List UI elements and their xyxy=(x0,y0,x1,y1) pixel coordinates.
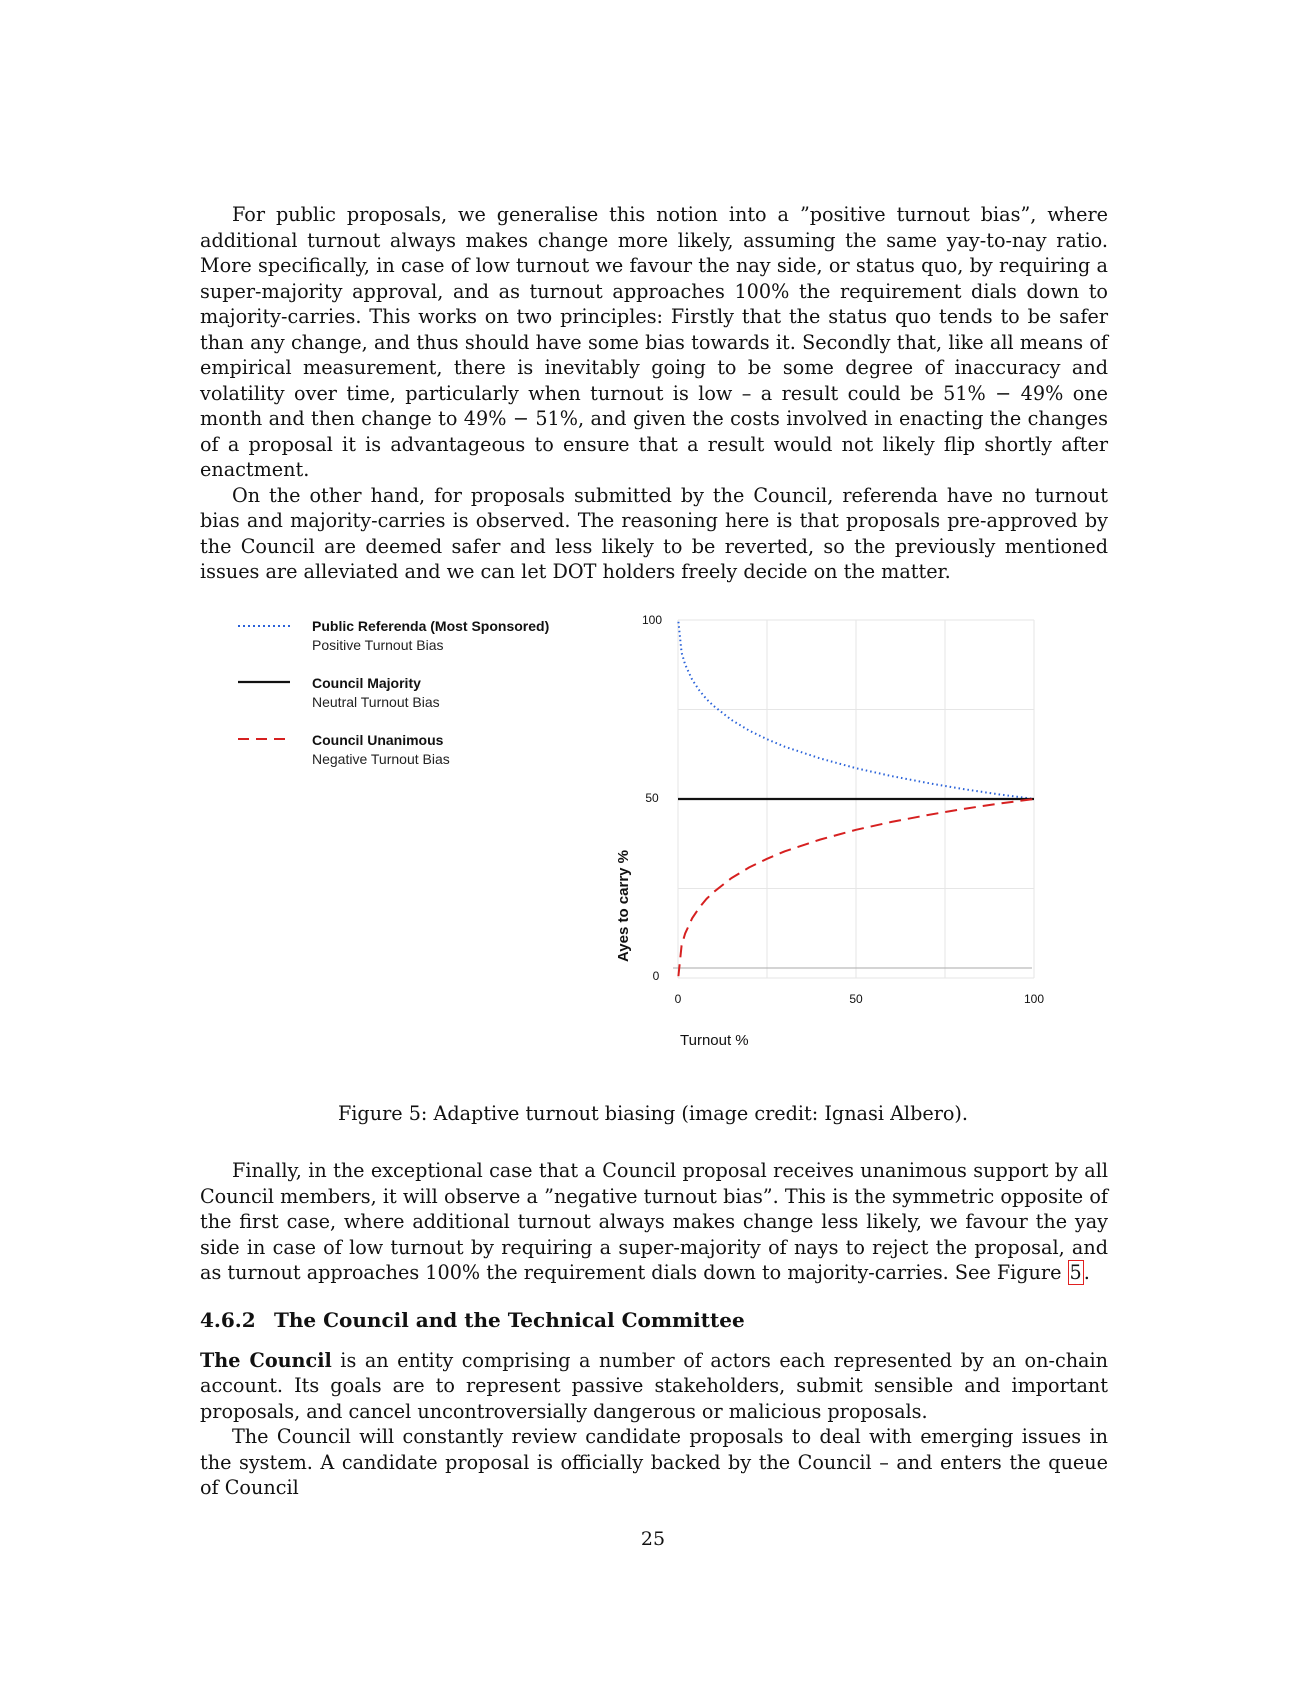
section-heading xyxy=(200,1308,1108,1334)
paragraph-positive-bias: For public proposals, we generalise this notion into a ”positive turnout bias”, where additional turnout always makes change more likely, assuming the same yay-to-nay ratio. More specifically, in case of low turnout we favour the nay side, or status quo, by requiring a super-majority approval, and as turnout approaches 100% the requirement dials down to majority-carries. This works on two principles: Firstly that the status quo tends to be safer than any change, and thus should have some bias towards it. Secondly that, like all means of empirical measurement, there is inevitably going to be some degree of inaccuracy and volatility over time, particularly when turnout is low – a result could be 51% − 49% one month and then change to 49% − 51%, and given the costs involved in enacting the changes of a proposal it is advantageous to ensure that a result would not likely flip shortly after enactment. xyxy=(200,203,1108,481)
y-tick-label-0: 0 xyxy=(652,969,660,983)
paragraph-negative-bias xyxy=(200,1158,1108,1286)
figure-5-link[interactable]: 5 xyxy=(1069,1261,1082,1284)
paragraph-council-definition xyxy=(200,1348,1108,1425)
legend-sub-unanimous: Negative Turnout Bias xyxy=(312,751,450,767)
legend-label-unanimous: Council Unanimous xyxy=(312,732,444,748)
chart-legend xyxy=(238,618,549,767)
section-title: The Council and the Technical Committee xyxy=(274,1308,745,1332)
paragraph-council-proposals: On the other hand, for proposals submitted by the Council, referenda have no turnout bias and majority-carries is observed. The reasoning here is that proposals pre-approved by the Council are deemed safer and less likely to be reverted, so the previously mentioned issues are alleviated and we can let DOT holders freely decide on the matter. xyxy=(200,483,1108,583)
x-tick-label-50: 50 xyxy=(849,992,863,1006)
y-tick-label-50: 50 xyxy=(645,791,659,805)
figure-caption: Figure 5: Adaptive turnout biasing (image credit: Ignasi Albero). xyxy=(337,1102,969,1125)
legend-label-public: Public Referenda (Most Sponsored) xyxy=(312,618,550,634)
x-tick-label-0: 0 xyxy=(674,992,682,1006)
x-axis-title: Turnout % xyxy=(680,1032,749,1049)
paragraph-negative-bias-end: . xyxy=(1083,1261,1090,1284)
page-number: 25 xyxy=(640,1528,666,1550)
negative-bias-text-block xyxy=(200,1158,1108,1286)
y-axis-title: Ayes to carry % xyxy=(615,849,632,963)
section-4-6-2 xyxy=(200,1308,1108,1501)
council-term: The Council xyxy=(200,1348,332,1372)
section-number: 4.6.2 xyxy=(200,1308,256,1332)
council-definition-text: is an entity comprising a number of actors each represented by an on-chain account. Its goals are to represent passive stakeholders, submit sensible and important proposals, and cancel uncontroversially dangerous or malicious proposals. xyxy=(200,1348,1108,1423)
legend-sub-public: Positive Turnout Bias xyxy=(312,637,444,653)
paragraph-council-review: The Council will constantly review candidate proposals to deal with emerging issues in the system. A candidate proposal is officially backed by the Council – and enters the queue of Council xyxy=(200,1425,1108,1499)
y-tick-label-100: 100 xyxy=(641,613,663,627)
legend-sub-majority: Neutral Turnout Bias xyxy=(312,694,440,710)
x-tick-label-100: 100 xyxy=(1023,992,1045,1006)
legend-label-majority: Council Majority xyxy=(312,675,421,691)
paragraph-negative-bias-text: Finally, in the exceptional case that a Council proposal receives unanimous support by all Council members, it will observe a ”negative turnout bias”. This is the symmetric opposite of the first case, where additional turnout always makes change less likely, we favour the yay side in case of low turnout by requiring a super-majority of nays to reject the proposal, and as turnout approaches 100% the requirement dials down to majority-carries. See Figure xyxy=(200,1159,1108,1284)
